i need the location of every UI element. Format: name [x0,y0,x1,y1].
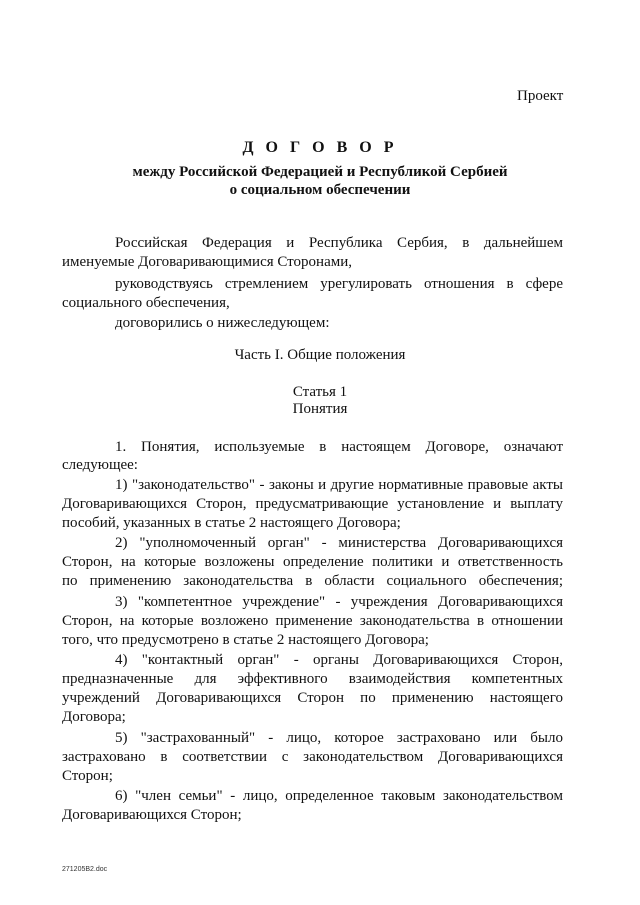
body-line: 3) "компетентное учреждение" - учреждения Договаривающихся [115,594,563,610]
preamble-line: Российская Федерация и Республика Сербия, в дальнейшем [115,235,563,251]
body-line: Договора; [62,709,126,725]
document-subtitle-line-2: о социальном обеспечении [229,182,411,198]
body-line: 5) "застрахованный" - лицо, которое застраховано или было [115,730,563,746]
preamble-line: именуемые Договаривающимися Сторонами, [62,254,352,270]
preamble-line: руководствуясь стремлением урегулировать отношения в сфере [115,276,563,292]
body-line: пособий, указанных в статье 2 настоящего Договора; [62,515,401,531]
preamble-line: договорились о нижеследующем: [115,315,330,331]
document-subtitle-line-1: между Российской Федерацией и Республикой Сербией [132,164,508,180]
document-title: Д О Г О В О Р [242,139,398,156]
body-line: 4) "контактный орган" - органы Договаривающихся Сторон, [115,652,563,668]
part-heading: Часть I. Общие положения [234,347,406,363]
body-line: 1) "законодательство" - законы и другие нормативные правовые акты [115,477,563,493]
body-line: по применению законодательства в области социального обеспечения; [62,573,563,589]
body-line: 2) "уполномоченный орган" - министерства Договаривающихся [115,535,563,551]
body-line: учреждений Договаривающихся Сторон по применению настоящего [62,690,563,706]
body-line: застраховано в соответствии с законодательством Договаривающихся [62,749,563,765]
body-line: Сторон, на которые возложено применение законодательства в отношении [62,613,563,629]
body-line: 6) "член семьи" - лицо, определенное таковым законодательством [115,788,563,804]
body-line: следующее: [62,457,138,473]
preamble-line: социального обеспечения, [62,295,230,311]
body-line: Договаривающихся Сторон, предусматривающие установление и выплату [62,496,563,512]
article-name: Понятия [292,401,348,417]
body-line: предназначенные для эффективного взаимодействия компетентных [62,671,563,687]
body-line: 1. Понятия, используемые в настоящем Договоре, означают [115,439,563,455]
body-line: Договаривающихся Сторон; [62,807,242,823]
footer-filename: 271205B2.doc [62,866,108,873]
body-line: Сторон; [62,768,113,784]
body-line: того, что предусмотрено в статье 2 настоящего Договора; [62,632,429,648]
article-number: Статья 1 [292,384,348,400]
body-line: Сторон, на которые возложены определение политики и ответственность [62,554,563,570]
draft-label: Проект [517,88,564,104]
